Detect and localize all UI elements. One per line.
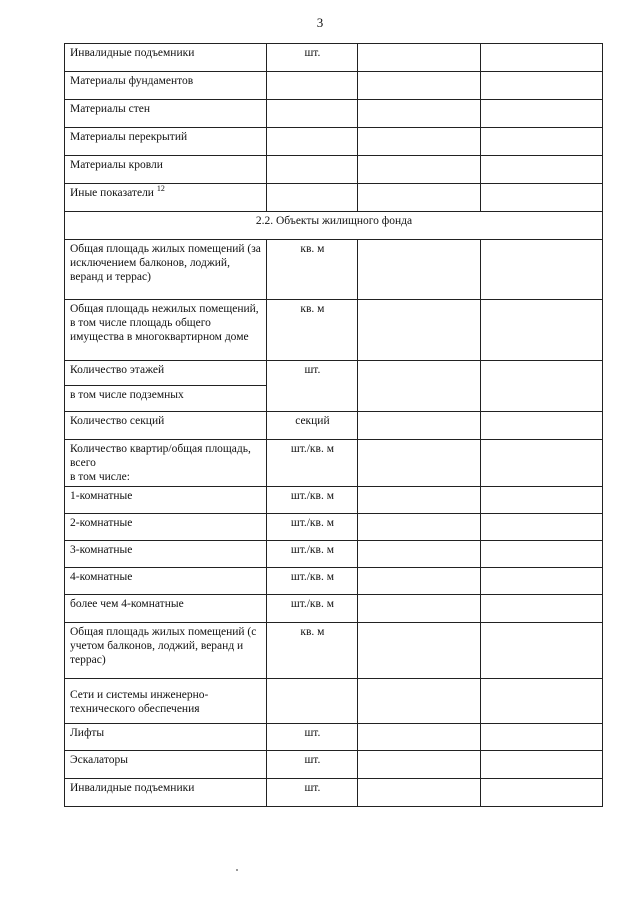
value-cell-1[interactable]	[358, 440, 480, 487]
table-row	[65, 240, 603, 300]
table-row	[65, 128, 603, 156]
row-label: Материалы кровли	[65, 156, 267, 184]
section-title: 2.2. Объекты жилищного фонда	[65, 212, 603, 240]
row-label: Иные показатели	[70, 187, 154, 199]
value-cell-2[interactable]	[480, 240, 602, 300]
value-cell-2[interactable]	[480, 779, 602, 807]
row-unit	[266, 156, 357, 184]
specifications-table	[64, 43, 603, 807]
value-cell-2[interactable]	[480, 72, 602, 100]
row-unit	[266, 184, 357, 212]
scan-speck	[236, 869, 238, 871]
row-label-with-footnote	[65, 184, 267, 212]
value-cell-2[interactable]	[480, 724, 602, 751]
value-cell-1[interactable]	[358, 779, 480, 807]
row-unit: шт.	[266, 361, 357, 412]
table-row	[65, 440, 603, 487]
table-row	[65, 361, 603, 386]
value-cell-1[interactable]	[358, 128, 480, 156]
row-unit: шт.	[266, 751, 357, 779]
row-unit	[266, 100, 357, 128]
table-row	[65, 487, 603, 514]
table-row	[65, 156, 603, 184]
value-cell-2[interactable]	[480, 128, 602, 156]
row-unit: шт./кв. м	[266, 514, 357, 541]
row-label: Инвалидные подъемники	[65, 779, 267, 807]
row-label: в том числе подземных	[65, 386, 267, 412]
row-label: Материалы фундаментов	[65, 72, 267, 100]
table-row	[65, 184, 603, 212]
row-unit: шт./кв. м	[266, 568, 357, 595]
value-cell-2[interactable]	[480, 412, 602, 440]
value-cell-2[interactable]	[480, 487, 602, 514]
table-row	[65, 751, 603, 779]
value-cell-2[interactable]	[480, 595, 602, 623]
row-label: 4-комнатные	[65, 568, 267, 595]
row-label: Количество квартир/общая площадь, всего в том числе:	[65, 440, 267, 487]
value-cell-1[interactable]	[358, 361, 480, 412]
value-cell-1[interactable]	[358, 156, 480, 184]
row-unit: шт./кв. м	[266, 487, 357, 514]
row-unit: кв. м	[266, 300, 357, 361]
section-header-row	[65, 212, 603, 240]
row-unit: секций	[266, 412, 357, 440]
footnote-mark: 12	[156, 184, 165, 194]
value-cell-1[interactable]	[358, 751, 480, 779]
row-label: Материалы перекрытий	[65, 128, 267, 156]
row-label: Общая площадь жилых помещений (с учетом балконов, лоджий, веранд и террас)	[65, 623, 267, 679]
value-cell-2[interactable]	[480, 300, 602, 361]
value-cell-2[interactable]	[480, 361, 602, 412]
value-cell-1[interactable]	[358, 595, 480, 623]
row-label: Сети и системы инженерно-технического обеспечения	[65, 679, 267, 724]
row-unit: шт.	[266, 724, 357, 751]
row-unit: шт./кв. м	[266, 541, 357, 568]
value-cell-2[interactable]	[480, 184, 602, 212]
value-cell-2[interactable]	[480, 514, 602, 541]
row-label: Общая площадь жилых помещений (за исключением балконов, лоджий, веранд и террас)	[65, 240, 267, 300]
row-label: Эскалаторы	[65, 751, 267, 779]
page-number: 3	[316, 15, 324, 30]
table-row	[65, 300, 603, 361]
value-cell-1[interactable]	[358, 300, 480, 361]
row-label: 2-комнатные	[65, 514, 267, 541]
row-label: Материалы стен	[65, 100, 267, 128]
value-cell-2[interactable]	[480, 751, 602, 779]
row-unit: шт.	[266, 44, 357, 72]
value-cell-1[interactable]	[358, 72, 480, 100]
value-cell-1[interactable]	[358, 514, 480, 541]
row-label: 3-комнатные	[65, 541, 267, 568]
table-row	[65, 623, 603, 679]
row-unit: кв. м	[266, 623, 357, 679]
row-unit	[266, 128, 357, 156]
table-row	[65, 724, 603, 751]
row-unit: шт.	[266, 779, 357, 807]
table-row	[65, 44, 603, 72]
value-cell-2[interactable]	[480, 440, 602, 487]
row-unit: шт./кв. м	[266, 595, 357, 623]
row-label: 1-комнатные	[65, 487, 267, 514]
value-cell-1[interactable]	[358, 568, 480, 595]
value-cell-1[interactable]	[358, 679, 480, 724]
value-cell-1[interactable]	[358, 724, 480, 751]
value-cell-1[interactable]	[358, 184, 480, 212]
row-unit	[266, 72, 357, 100]
row-label: Количество секций	[65, 412, 267, 440]
value-cell-2[interactable]	[480, 568, 602, 595]
row-label: Лифты	[65, 724, 267, 751]
table-row	[65, 779, 603, 807]
table-row	[65, 412, 603, 440]
value-cell-1[interactable]	[358, 541, 480, 568]
row-unit: кв. м	[266, 240, 357, 300]
table-row	[65, 541, 603, 568]
table-row	[65, 514, 603, 541]
table-row	[65, 679, 603, 724]
row-label: более чем 4-комнатные	[65, 595, 267, 623]
value-cell-1[interactable]	[358, 240, 480, 300]
table-row	[65, 100, 603, 128]
row-unit	[266, 679, 357, 724]
row-label: Общая площадь нежилых помещений, в том числе площадь общего имущества в многоквартирном доме	[65, 300, 267, 361]
table-row	[65, 595, 603, 623]
value-cell-2[interactable]	[480, 156, 602, 184]
value-cell-1[interactable]	[358, 623, 480, 679]
value-cell-2[interactable]	[480, 541, 602, 568]
value-cell-1[interactable]	[358, 487, 480, 514]
row-unit: шт./кв. м	[266, 440, 357, 487]
table-row	[65, 72, 603, 100]
value-cell-2[interactable]	[480, 44, 602, 72]
value-cell-2[interactable]	[480, 623, 602, 679]
table-row	[65, 568, 603, 595]
value-cell-1[interactable]	[358, 412, 480, 440]
row-label: Количество этажей	[65, 361, 267, 386]
value-cell-1[interactable]	[358, 100, 480, 128]
row-label: Инвалидные подъемники	[65, 44, 267, 72]
value-cell-2[interactable]	[480, 679, 602, 724]
value-cell-2[interactable]	[480, 100, 602, 128]
value-cell-1[interactable]	[358, 44, 480, 72]
